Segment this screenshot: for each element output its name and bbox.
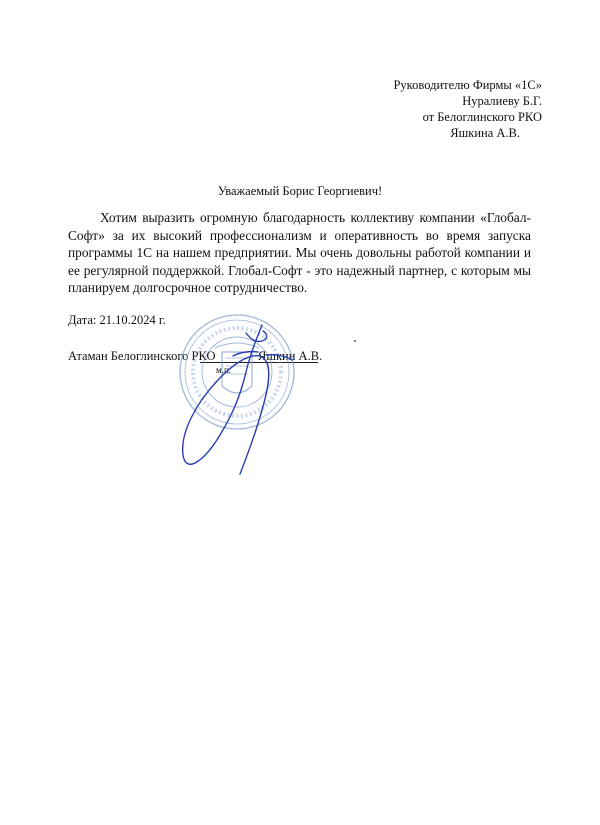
addressee-line-2: Нуралиеву Б.Г. xyxy=(462,94,542,108)
signatory-name: Яшкин А.В. xyxy=(258,349,323,363)
stamp-place-label: м.п. xyxy=(216,365,232,375)
addressee-line-1: Руководителю Фирмы «1С» xyxy=(393,78,542,92)
addressee-line-3: от Белоглинского РКО xyxy=(422,110,542,124)
letter-body: Хотим выразить огромную благодарность коллективу компании «Глобал-Софт» за их высокий профессионализм и оперативность во время запуска программы 1С на нашем предприятии. Мы очень довольны работой компании и ее регулярной поддержкой. Глобал-Софт - это надежный партнер, с которым мы планируем долгосрочное сотрудничество. xyxy=(68,210,531,295)
addressee-block xyxy=(322,77,542,141)
signatory-title: Атаман Белоглинского РКО xyxy=(68,349,216,363)
signature-row xyxy=(68,349,528,389)
stray-dot xyxy=(354,340,356,342)
salutation: Уважаемый Борис Георгиевич! xyxy=(217,184,383,198)
handwritten-signature-icon xyxy=(183,325,292,474)
date-line: Дата: 21.10.2024 г. xyxy=(68,313,166,327)
addressee-line-4: Яшкина А.В. xyxy=(450,126,520,140)
